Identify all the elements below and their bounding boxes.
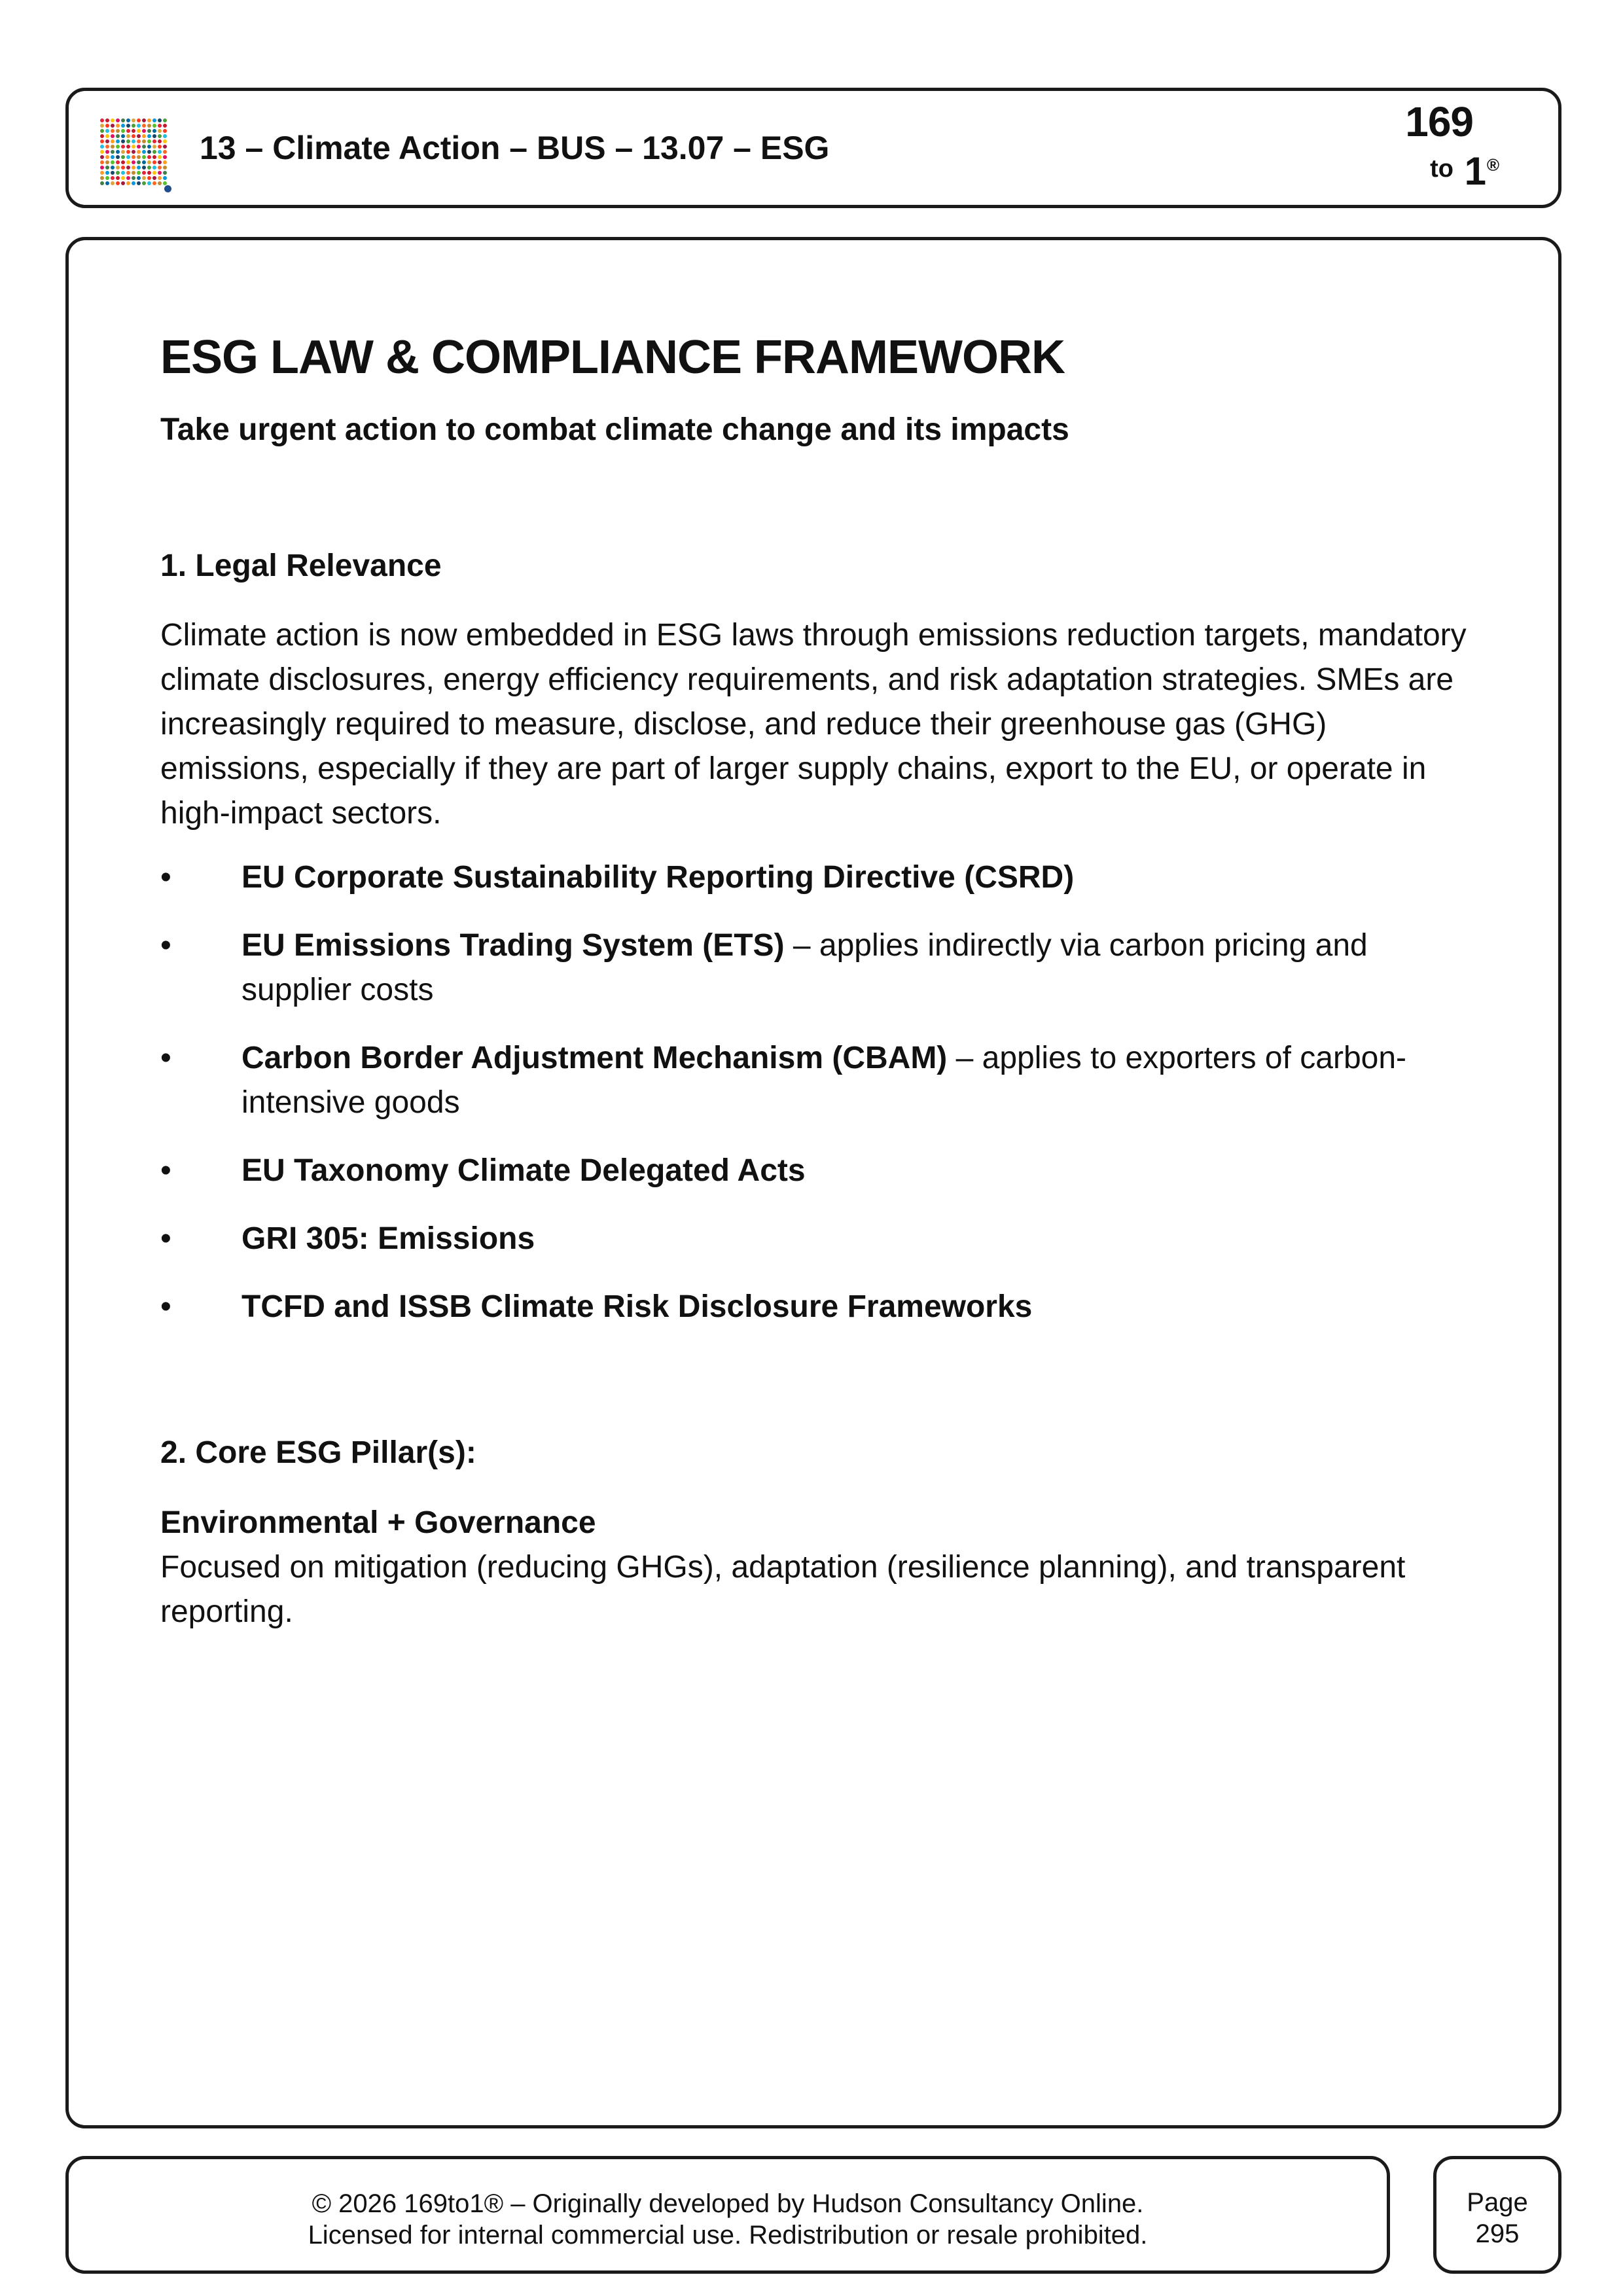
logo-dot <box>116 160 120 164</box>
logo-dot <box>132 181 135 185</box>
logo-dot <box>147 160 151 164</box>
logo-dot <box>137 166 141 170</box>
logo-dot <box>137 118 141 122</box>
logo-dot <box>158 134 162 138</box>
logo-dot <box>132 171 135 175</box>
bullet-icon: • <box>160 1221 171 1257</box>
logo-dot <box>111 124 115 128</box>
logo-dot <box>152 124 156 128</box>
logo-dot <box>158 129 162 133</box>
copyright-line: © 2026 169to1® – Originally developed by Hudson Consultancy Online. <box>312 2189 1144 2218</box>
logo-dot <box>147 118 151 122</box>
logo-dot <box>116 150 120 154</box>
logo-dot <box>137 176 141 180</box>
brand-to: to <box>1430 155 1454 183</box>
logo-dot <box>152 129 156 133</box>
bullet-icon: • <box>160 1289 171 1325</box>
brand-registered-mark: ® <box>1486 155 1499 175</box>
logo-dot <box>105 171 109 175</box>
pillar-description: Focused on mitigation (reducing GHGs), adaptation (resilience planning), and transparent reporting. <box>160 1549 1406 1629</box>
bullet-icon: • <box>160 860 171 895</box>
logo-dot <box>152 155 156 159</box>
logo-dot <box>163 118 167 122</box>
pillar-name: Environmental + Governance <box>160 1505 596 1540</box>
logo-dot <box>116 176 120 180</box>
main-content-panel <box>65 237 1561 2128</box>
logo-dot <box>158 166 162 170</box>
logo-dot <box>137 155 141 159</box>
logo-dot <box>137 145 141 149</box>
logo-dot <box>100 145 104 149</box>
logo-dot <box>116 171 120 175</box>
logo-dot <box>152 134 156 138</box>
logo-dot <box>137 134 141 138</box>
logo-dot <box>158 139 162 143</box>
header-bar <box>65 88 1561 208</box>
logo-dot <box>121 134 125 138</box>
logo-dot <box>126 160 130 164</box>
logo-dot <box>132 134 135 138</box>
logo-dot-icon <box>164 185 171 192</box>
logo-dot <box>116 134 120 138</box>
logo-dot <box>163 129 167 133</box>
logo-dot <box>100 139 104 143</box>
logo-dot <box>121 139 125 143</box>
logo-dot <box>111 118 115 122</box>
logo-dot <box>158 171 162 175</box>
bullet-icon: • <box>160 928 171 963</box>
logo-dot <box>163 145 167 149</box>
logo-dot <box>116 155 120 159</box>
logo-dot <box>121 171 125 175</box>
logo-dot <box>111 155 115 159</box>
logo-dot <box>147 134 151 138</box>
logo-dot <box>100 134 104 138</box>
logo-icon <box>100 118 168 187</box>
logo-dot <box>147 171 151 175</box>
logo-dot <box>147 145 151 149</box>
logo-dot <box>132 118 135 122</box>
logo-dot <box>126 171 130 175</box>
logo-dot <box>142 166 146 170</box>
logo-dot <box>158 150 162 154</box>
logo-dot <box>163 139 167 143</box>
logo-dot <box>111 145 115 149</box>
logo-dot <box>121 118 125 122</box>
logo-dot <box>142 124 146 128</box>
logo-dot <box>147 124 151 128</box>
logo-dot <box>142 155 146 159</box>
logo-dot <box>105 160 109 164</box>
logo-dot <box>158 124 162 128</box>
logo-dot <box>142 176 146 180</box>
logo-dot <box>137 181 141 185</box>
logo-dot <box>105 181 109 185</box>
logo-dot <box>158 145 162 149</box>
logo-dot <box>152 171 156 175</box>
logo-dot <box>163 160 167 164</box>
logo-dot <box>147 129 151 133</box>
logo-dot <box>116 145 120 149</box>
logo-dot <box>163 181 167 185</box>
logo-dot <box>132 160 135 164</box>
logo-dot <box>132 129 135 133</box>
logo-dot <box>158 181 162 185</box>
logo-dot <box>111 166 115 170</box>
list-item: • GRI 305: Emissions <box>160 1217 1469 1261</box>
logo-dot <box>111 139 115 143</box>
logo-dot <box>147 166 151 170</box>
logo-dot <box>100 155 104 159</box>
logo-dot <box>137 150 141 154</box>
license-line: Licensed for internal commercial use. Redistribution or resale prohibited. <box>308 2221 1148 2250</box>
logo-dot <box>100 181 104 185</box>
logo-dot <box>147 176 151 180</box>
page-number: 295 <box>1475 2219 1520 2248</box>
logo-dot <box>116 181 120 185</box>
logo-dot <box>116 118 120 122</box>
list-item: • EU Emissions Trading System (ETS) – applies indirectly via carbon pricing and supplier costs <box>160 924 1469 1013</box>
logo-dot <box>105 145 109 149</box>
bullet-icon: • <box>160 1041 171 1076</box>
logo-dot <box>111 129 115 133</box>
logo-dot <box>111 150 115 154</box>
logo-dot <box>132 155 135 159</box>
logo-dot <box>116 124 120 128</box>
logo-dot <box>105 118 109 122</box>
logo-dot <box>152 118 156 122</box>
logo-dot <box>152 176 156 180</box>
framework-list <box>160 855 1469 1329</box>
logo-dot <box>121 181 125 185</box>
logo-dot <box>100 124 104 128</box>
logo-dot <box>105 129 109 133</box>
logo-dot <box>126 166 130 170</box>
logo-dot <box>121 176 125 180</box>
section-heading-legal-relevance: 1. Legal Relevance <box>160 548 442 583</box>
logo-dot <box>116 166 120 170</box>
logo-dot <box>100 176 104 180</box>
logo-dot <box>152 166 156 170</box>
logo-dot <box>158 176 162 180</box>
logo-dot <box>121 166 125 170</box>
logo-dot <box>132 124 135 128</box>
section-heading-core-pillars: 2. Core ESG Pillar(s): <box>160 1435 476 1471</box>
logo-dot <box>132 166 135 170</box>
logo-dot <box>152 139 156 143</box>
logo-dot <box>147 181 151 185</box>
logo-dot <box>111 134 115 138</box>
logo-dot <box>147 150 151 154</box>
logo-dot <box>147 139 151 143</box>
list-item: • EU Corporate Sustainability Reporting Directive (CSRD) <box>160 855 1469 900</box>
logo-dot <box>137 171 141 175</box>
bullet-icon: • <box>160 1153 171 1189</box>
logo-dot <box>163 176 167 180</box>
logo-dot <box>126 155 130 159</box>
logo-dot <box>142 181 146 185</box>
logo-dot <box>126 176 130 180</box>
logo-dot <box>121 150 125 154</box>
logo-dot <box>132 150 135 154</box>
logo-dot <box>116 129 120 133</box>
logo-dot <box>142 118 146 122</box>
logo-dot <box>142 129 146 133</box>
logo-dot <box>152 145 156 149</box>
logo-dot <box>105 139 109 143</box>
legal-relevance-paragraph: Climate action is now embedded in ESG laws through emissions reduction targets, mandatory climate disclosures, energy efficiency requirements, and risk adaptation strategies. SMEs are increasingly required to measure, disclose, and reduce their greenhouse gas (GHG) emissions, especially if they are part of larger supply chains, export to the EU, or operate in high-impact sectors. <box>160 618 1467 831</box>
logo-dot <box>126 145 130 149</box>
logo-dot <box>142 134 146 138</box>
page-label: Page <box>1467 2188 1528 2217</box>
logo-dot <box>132 145 135 149</box>
logo-dot <box>126 124 130 128</box>
logo-dot <box>126 150 130 154</box>
logo-dot <box>142 139 146 143</box>
logo-dot <box>158 118 162 122</box>
logo-dot <box>126 118 130 122</box>
logo-dot <box>105 134 109 138</box>
page-subtitle: Take urgent action to combat climate change and its impacts <box>160 412 1069 448</box>
logo-dot <box>163 124 167 128</box>
logo-dot <box>163 166 167 170</box>
logo-dot <box>137 160 141 164</box>
page-title: ESG LAW & COMPLIANCE FRAMEWORK <box>160 331 1065 384</box>
logo-dot <box>121 155 125 159</box>
logo-dot <box>105 124 109 128</box>
logo-dot <box>163 171 167 175</box>
logo-dot <box>137 124 141 128</box>
logo-dot <box>111 160 115 164</box>
logo-dot <box>100 166 104 170</box>
logo-dot <box>121 160 125 164</box>
logo-dot <box>158 160 162 164</box>
logo-dot <box>126 139 130 143</box>
logo-dot <box>132 139 135 143</box>
logo-dot <box>100 118 104 122</box>
footer-copyright <box>65 2156 1390 2274</box>
logo-dot <box>163 155 167 159</box>
brand-number: 169 <box>1405 98 1473 145</box>
logo-dot <box>126 134 130 138</box>
logo-dot <box>100 160 104 164</box>
logo-dot <box>121 124 125 128</box>
list-item: • EU Taxonomy Climate Delegated Acts <box>160 1149 1469 1193</box>
logo-dot <box>163 134 167 138</box>
logo-dot <box>121 145 125 149</box>
logo-dot <box>152 181 156 185</box>
logo-dot <box>100 129 104 133</box>
logo-dot <box>126 129 130 133</box>
logo-dot <box>105 155 109 159</box>
content-body <box>160 332 1469 1634</box>
footer-page-box <box>1433 2156 1561 2274</box>
logo-dot <box>132 176 135 180</box>
list-item: • Carbon Border Adjustment Mechanism (CBAM) – applies to exporters of carbon-intensive goods <box>160 1036 1469 1125</box>
logo-dot <box>116 139 120 143</box>
brand-one: 1 <box>1464 149 1486 193</box>
logo-dot <box>142 145 146 149</box>
logo-dot <box>147 155 151 159</box>
logo-dot <box>105 176 109 180</box>
logo-dot <box>142 150 146 154</box>
list-item: • TCFD and ISSB Climate Risk Disclosure Frameworks <box>160 1285 1469 1329</box>
logo-dot <box>152 160 156 164</box>
logo-dot <box>163 150 167 154</box>
logo-dot <box>126 181 130 185</box>
logo-dot <box>111 171 115 175</box>
logo-dot <box>158 155 162 159</box>
logo-dot <box>111 176 115 180</box>
logo-dot <box>105 166 109 170</box>
logo-dot <box>142 171 146 175</box>
logo-dot <box>105 150 109 154</box>
logo-dot <box>100 171 104 175</box>
logo-dot <box>137 129 141 133</box>
document-title: 13 – Climate Action – BUS – 13.07 – ESG <box>200 130 830 166</box>
logo-dot <box>100 150 104 154</box>
logo-dot <box>121 129 125 133</box>
logo-dot <box>111 181 115 185</box>
logo-dot <box>142 160 146 164</box>
logo-dot <box>137 139 141 143</box>
logo-dot <box>152 150 156 154</box>
